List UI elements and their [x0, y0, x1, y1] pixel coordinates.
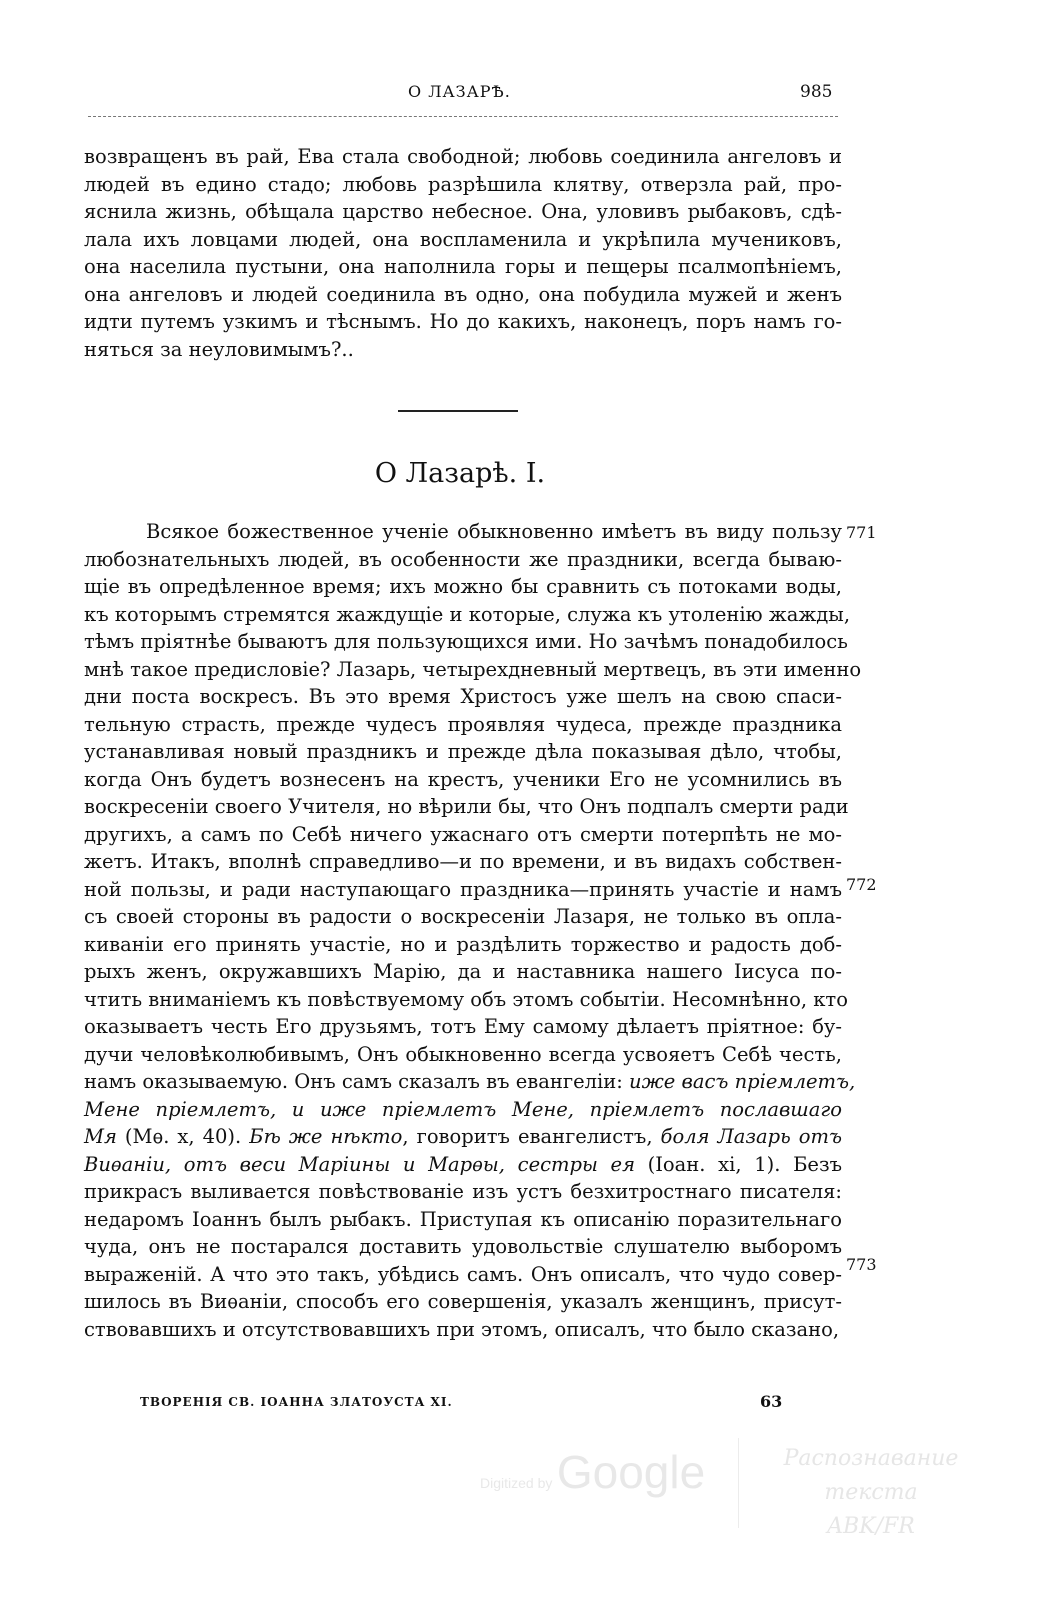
text-line: возвращенъ въ рай, Ева стала свободной; любовь соединила ангеловъ и [84, 145, 842, 168]
footer-signature: 63 [760, 1392, 783, 1411]
text-fragment: (Іоан. xi, 1). Безъ [634, 1152, 842, 1176]
text-line: жетъ. Итакъ, вполнѣ справедливо—и по времени, и въ видахъ собствен- [84, 850, 842, 873]
ocr-watermark [746, 1442, 996, 1544]
header-rule [88, 116, 838, 117]
scripture-quote: боля Лазарь отъ [660, 1125, 842, 1148]
text-line: идти путемъ узкимъ и тѣснымъ. Но до какихъ, наконецъ, поръ намъ го- [84, 310, 842, 333]
running-header [0, 82, 1054, 106]
text-line: оказываетъ честь Его друзьямъ, тотъ Ему самому дѣлаетъ пріятное: бу- [84, 1015, 842, 1038]
margin-number: 771 [846, 523, 877, 542]
footer-title: ТВОРЕНІЯ СВ. ІОАННА ЗЛАТОУСТА XI. [140, 1395, 453, 1409]
scripture-quote: Бѣ же нѣкто [249, 1125, 403, 1148]
margin-number: 772 [846, 875, 877, 894]
scripture-quote-line [84, 1096, 842, 1124]
text-line: мнѣ такое предисловіе? Лазарь, четырехдневный мертвецъ, въ эти именно [84, 657, 862, 681]
ocr-watermark-line: Распознавание текста [783, 1446, 959, 1505]
scripture-quote: Мя [84, 1125, 117, 1148]
text-line: другихъ, а самъ по Себѣ ничего ужаснаго отъ смерти потерпѣть не мо- [84, 822, 842, 846]
text-line: людей въ едино стадо; любовь разрѣшила клятву, отверзла рай, про- [84, 172, 842, 196]
google-logo-text: Google [556, 1446, 706, 1498]
text-line: она населила пустыни, она наполнила горы и пещеры псалмопѣніемъ, [84, 255, 842, 278]
text-line: когда Онъ будетъ вознесенъ на крестъ, ученики Его не усомнились въ [84, 767, 842, 791]
scripture-quote: иже васъ пріемлетъ, [629, 1070, 856, 1093]
section-separator [398, 410, 518, 412]
text-line: яснила жизнь, обѣщала царство небесное. Она, уловивъ рыбаковъ, сдѣ- [84, 200, 842, 223]
ocr-watermark-line: ABK/FR [827, 1514, 915, 1539]
text-fragment: (Мѳ. x, 40). [116, 1125, 250, 1148]
text-line: шилось въ Виѳаніи, способъ его совершенія, указалъ женщинъ, присут- [84, 1290, 842, 1313]
text-line: няться за неуловимымъ?.. [84, 337, 354, 361]
text-line: тѣмъ пріятнѣе бываютъ для пользующихся ими. Но зачѣмъ понадобилось [84, 630, 848, 653]
text-fragment: , говоритъ евангелистъ, [402, 1125, 661, 1148]
page-number: 985 [800, 82, 833, 102]
scripture-quote: Мене пріемлетъ, и иже пріемлетъ Мене, пріемлетъ пославшаго [84, 1097, 842, 1121]
top-paragraph [84, 143, 842, 363]
text-line: прикрасъ выливается повѣствованіе изъ устъ безхитростнаго писателя: [84, 1180, 842, 1203]
text-line: къ которымъ стремятся жаждущіе и которые, служа къ утоленію жажды, [84, 602, 851, 626]
text-line: съ своей стороны въ радости о воскресеніи Лазаря, не только въ опла- [84, 905, 842, 928]
text-line: киваніи его принять участіе, но и раздѣлить торжество и радость доб- [84, 932, 842, 956]
text-line: дни поста воскресъ. Въ это время Христосъ уже шелъ на свою спаси- [84, 685, 842, 708]
text-line: Всякое божественное ученіе обыкновенно имѣетъ въ виду пользу [146, 520, 842, 543]
text-fragment: намъ оказываемую. Онъ самъ сказалъ въ евангеліи: [84, 1070, 630, 1093]
scripture-quote: Виѳаніи, отъ веси Маріины и Марѳы, сестры ея [84, 1152, 635, 1176]
text-line-with-quote [84, 1068, 856, 1096]
text-line: тельную страсть, прежде чудесъ проявляя чудеса, прежде праздника [84, 712, 842, 736]
text-line: выраженій. А что это такъ, убѣдись самъ. Онъ описалъ, что чудо совер- [84, 1262, 842, 1286]
text-line: она ангеловъ и людей соединила въ одно, она побудила мужей и женъ [84, 282, 842, 306]
digitized-by-text: Digitized by [480, 1475, 553, 1491]
text-line: ной пользы, и ради наступающаго праздника—принять участіе и намъ [84, 877, 842, 901]
text-line: рыхъ женъ, окружавшихъ Марію, да и наставника нашего Іисуса по- [84, 960, 842, 983]
google-watermark [480, 1445, 705, 1499]
text-line: устанавливая новый праздникъ и прежде дѣла показывая дѣло, чтобы, [84, 740, 842, 763]
text-line: воскресеніи своего Учителя, но вѣрили бы, что Онъ подпалъ смерти ради [84, 795, 849, 818]
margin-number: 773 [846, 1255, 877, 1274]
text-line: ствовавшихъ и отсутствовавшихъ при этомъ, описалъ, что было сказано, [84, 1317, 840, 1341]
running-title: О ЛАЗАРѢ. [408, 82, 511, 101]
text-line: лала ихъ ловцами людей, она воспламенила и укрѣпила мучениковъ, [84, 227, 842, 251]
text-line: чтить вниманіемъ къ повѣствуемому объ этомъ событіи. Несомнѣнно, кто [84, 987, 848, 1011]
text-line: щіе въ опредѣленное время; ихъ можно бы сравнить съ потоками воды, [84, 575, 842, 598]
text-line: чуда, онъ не постарался доставить удовольствіе слушателю выборомъ [84, 1235, 842, 1258]
text-line: любознательныхъ людей, въ особенности же праздники, всегда бываю- [84, 547, 842, 571]
text-line: дучи человѣколюбивымъ, Онъ обыкновенно всегда усвояетъ Себѣ честь, [84, 1042, 842, 1066]
watermark-divider [738, 1438, 739, 1528]
section-heading: О Лазарѣ. I. [374, 458, 546, 489]
text-line-with-quote [84, 1123, 842, 1151]
text-line-with-quote [84, 1151, 842, 1179]
text-line: недаромъ Іоаннъ былъ рыбакъ. Приступая къ описанію поразительнаго [84, 1207, 842, 1231]
